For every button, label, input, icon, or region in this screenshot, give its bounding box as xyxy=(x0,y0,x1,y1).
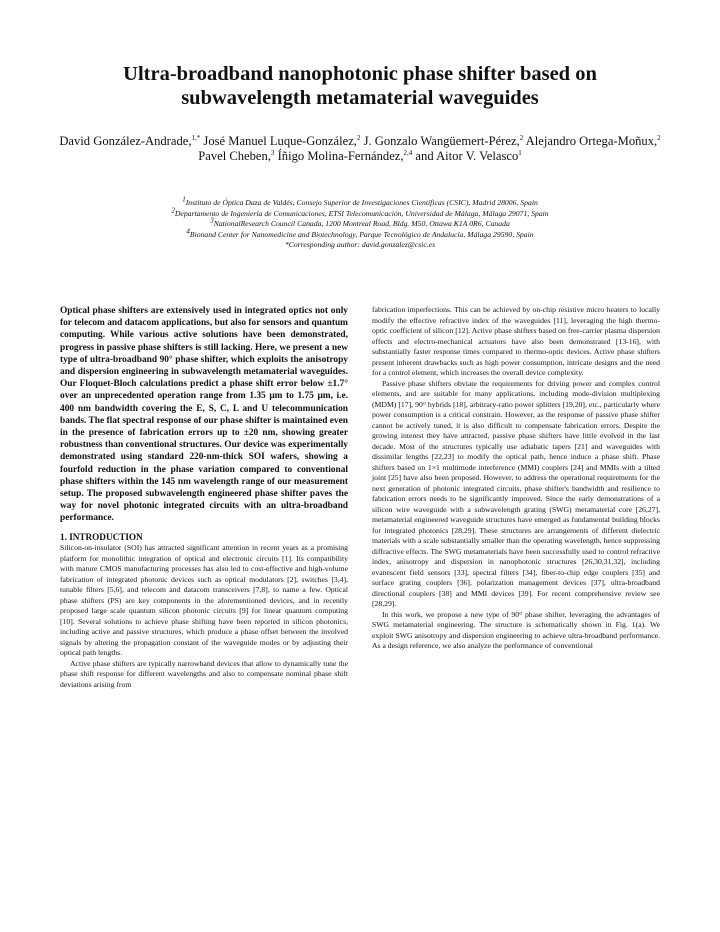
paragraph: Passive phase shifters obviate the requirements for driving power and complex control elements, and are suitable for many applications, including mode-division multiplexing (MDM) [17], 90° hybrids [18], arbitrary-ratio power splitters [19,20], etc., particularly where power consumption is a critical constrain. However, as the response of passive phase shifter cannot be actively tuned, it is also difficult to compensate fabrication errors. Despite the growing interest they have attracted, passive phase shifters have little evolved in the last decade. Most of the structures typically use adiabatic tapers [21] and waveguides with dissimilar lengths [22,23] to modify the optical path, hence induce a phase shift. Phase shifters based on 1×1 multimode interference (MMI) couplers [24] and MMIs with a tilted joint [25] have also been proposed. However, to address the operational requirements for the next generation of photonic integrated circuits, phase shifter's bandwidth and resilience to fabrication errors needs to be significantly improved. Since the early demonstrations of a silicon wire waveguide with a subwavelength grating (SWG) metamaterial core [26,27], metamaterial engineered waveguide structures have emerged as fundamental building blocks for integrated photonics [28,29]. These structures are arrangements of different dielectric materials with a scale substantially smaller than the operating wavelength, hence suppressing diffractive effects. The SWG metamaterials have been successfully used to control refractive index, anisotropy and dispersion in nanophotonic structures [26,30,31,32], including evanescent field sensors [33], spectral filters [34], fiber-to-chip edge couplers [35] and surface grating couplers [36], polarization management devices [37], ultra-broadband directional couplers [38] and MMI devices [39]. For recent comprehensive review see [28,29]. xyxy=(372,378,660,608)
paragraph: fabrication imperfections. This can be achieved by on-chip resistive micro heaters to locally modify the effective refractive index of the waveguides [11], leveraging the high thermo-optic coefficient of silicon [12]. Active phase shifters based on free-carrier plasma dispersion effects and electro-mechanical actuators have also been demonstrated [13-16], with substantially faster response times compared to thermo-optic devices. Active phase shifters present inherent drawbacks such as high power consumption, intricate designs and the need for a control element, which increases the overall device complexity. xyxy=(372,305,660,377)
left-column xyxy=(60,305,348,690)
paragraph: Active phase shifters are typically narrowband devices that allow to dynamically tune the phase shift response for different wavelengths and also to compensate nominal phase shift deviations arising from xyxy=(60,658,348,689)
right-column xyxy=(372,305,660,652)
author: Íñigo Molina-Fernández,$^{2,4}$ xyxy=(274,148,413,163)
section-heading-introduction: 1. INTRODUCTION xyxy=(60,531,143,542)
affiliation: $^2$Departamento de Ingeniería de Comunicaciones, ETSI Telecomunicación, Universidad de Málaga, Málaga 29071, Spain xyxy=(171,206,549,218)
paragraph: In this work, we propose a new type of 90° phase shifter, leveraging the advantages of SWG metamaterial engineering. The structure is schematically shown in Fig. 1(a). We exploit SWG anisotropy and dispersion engineering to achieve ultra-broadband performance. As a design reference, we also analyze the performance of conventional xyxy=(372,609,660,650)
author: Alejandro Ortega-Moñux,$^2$ xyxy=(523,133,661,148)
paper-title: Ultra-broadband nanophotonic phase shifter based on subwavelength metamaterial waveguides xyxy=(123,63,597,109)
affiliation: $^3$NationalResearch Council Canada, 1200 Montreal Road, Bldg. M50, Ottawa K1A 0R6, Canada xyxy=(210,216,510,229)
paragraph: Silicon-on-insulator (SOI) has attracted significant attention in recent years as a promising platform for monolithic integration of optical and electronic circuits [1]. Its compatibility with mature CMOS manufacturing processes has also led to cost-effective and high-volume fabrication of integrated photonic devices such as optical modulators [2], switches [3,4], tunable filters [5,6], and telecom and datacom transceivers [7,8], to name a few. Optical phase shifters (PS) are key components in the aforementioned devices, and in recently proposed large scale quantum silicon photonic circuits [9] for linear quantum computing [10]. Several solutions to achieve phase shifting have been reported in silicon photonics, including active and passive structures, which produce a phase offset between the involved signals by altering the propagation constant of the waveguide modes or by adjusting their optical path lengths. xyxy=(60,543,348,658)
author: J. Gonzalo Wangüemert-Pérez,$^2$ xyxy=(360,133,524,148)
author: José Manuel Luque-González,$^2$ xyxy=(200,133,361,148)
abstract: Optical phase shifters are extensively used in integrated optics not only for telecom and datacom applications, but also for sensors and quantum computing. While various active solutions have been demonstrated, progress in passive phase shifters is still lacking. Here, we present a new type of ultra-broadband 90° phase shifter, which exploits the anisotropy and dispersion engineering in subwavelength metamaterial waveguides. Our Floquet-Bloch calculations predict a phase shift error below ±1.7° over an unprecedented operation range from 1.35 μm to 1.75 μm, i.e. 400 nm bandwidth covering the E, S, C, L and U telecommunication bands. The flat spectral response of our phase shifter is maintained even in the presence of fabrication errors up to ±20 nm, showing greater robustness than conventional structures. Our device was experimentally demonstrated using standard 220-nm-thick SOI wafers, showing a fourfold reduction in the phase variation compared to conventional phase shifters within the 145 nm wavelength range of our measurement setup. The proposed subwavelength engineered phase shifter paves the way for novel photonic integrated circuits with an ultra-broadband performance. xyxy=(60,306,348,524)
author: David González-Andrade,$^{1,*}$ xyxy=(59,133,201,148)
affiliation: $^4$Bionand Center for Nanomedicine and Biotechnology, Parque Tecnológico de Andalucía, Málaga 29590, Spain xyxy=(186,227,534,239)
author: Pavel Cheben,$^3$ xyxy=(198,148,275,163)
affiliation-list xyxy=(60,195,660,251)
affiliation: $^1$Instituto de Óptica Daza de Valdés, Consejo Superior de Investigaciones Científicas (CSIC), Madrid 28006, Spain xyxy=(182,195,538,207)
author: and Aitor V. Velasco$^1$ xyxy=(412,148,522,163)
corresponding-author: *Corresponding author: david.gonzalez@csic.es xyxy=(284,240,436,250)
author-list xyxy=(50,134,670,164)
